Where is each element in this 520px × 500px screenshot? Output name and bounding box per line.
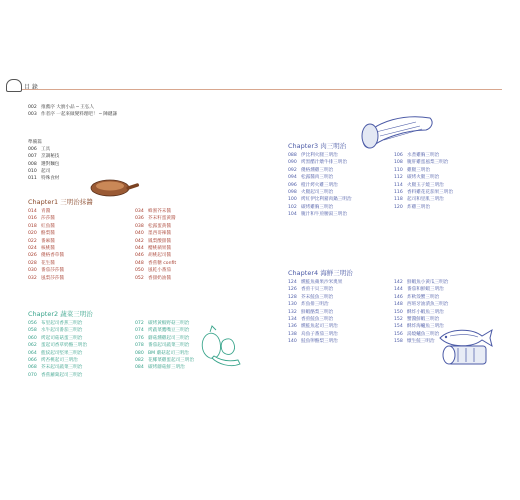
list-item[interactable]: 066 烤杏桃起司三明治 [28,357,78,363]
list-item[interactable]: 068 芥末起司蔬菜三明治 [28,365,83,371]
chapter1-title: Chapter1 三明治抹醬 [28,198,93,206]
list-item[interactable]: 048 香蕉糖 confit [135,260,177,266]
list-item[interactable]: 156 湯燒鱸魚三明治 [394,331,440,337]
list-item[interactable]: 116 香料雞花花茄果三明治 [394,189,453,195]
list-item[interactable]: 007 烹調秘技 [28,154,60,160]
list-item[interactable]: 080 BM 蘑菇起司三明治 [135,350,189,356]
list-item[interactable]: 114 火腿玉子燒三明治 [394,182,444,188]
chapter2-left-list [28,320,87,379]
list-item[interactable]: 110 雞腿三明治 [394,167,430,173]
list-item[interactable]: 096 橙汁烤火雞三明治 [288,182,338,188]
list-item[interactable]: 094 松露醬肉三明治 [288,175,334,181]
chapter1-left-list [28,208,64,282]
list-item[interactable]: 104 腌汁和牛煎腰湯三明治 [288,212,347,218]
list-item[interactable]: 062 蛋起司香草奶酪三明治 [28,343,87,349]
list-item[interactable]: 044 櫻桃蘋果醬 [135,245,171,251]
chapter3-right-list [394,152,453,211]
chapter2-right-list [135,320,194,372]
list-item[interactable]: 136 燻鮭魚起司三明治 [288,324,338,330]
list-item[interactable]: 134 香煎鮭魚三明治 [288,316,334,322]
list-item[interactable]: 020 酪梨醬 [28,231,55,237]
list-item[interactable]: 070 香蕉蘿蔔起司三明治 [28,372,83,378]
list-item[interactable]: 030 番茄莎莎醬 [28,268,64,274]
list-item[interactable]: 052 香甜奶油醬 [135,275,171,281]
list-item[interactable]: 120 炸雞三明治 [394,204,430,210]
chapter3-title: Chapter3 肉三明治 [288,142,347,150]
list-item[interactable]: 126 香煎干貝三明治 [288,287,334,293]
list-item[interactable]: 064 藍紋起司堅果三明治 [28,350,83,356]
list-item[interactable]: 034 蜂蜜芥末醬 [135,209,171,214]
chapter4-title: Chapter4 海鮮三明治 [288,269,353,277]
list-item[interactable]: 032 風梨莎莎醬 [28,275,64,281]
list-item[interactable]: 006 工具 [28,147,51,153]
list-item[interactable]: 090 烤黑醋汁燉牛排三明治 [288,160,347,166]
list-item[interactable]: 158 燉生鮭三明治 [394,339,435,345]
list-item[interactable]: 036 芥末籽蛋黃醬 [135,216,176,222]
list-item[interactable]: 058 水牛起司番茄三明治 [28,328,83,334]
list-item[interactable]: 146 炸軟殼蟹三明治 [394,294,440,300]
list-item[interactable]: 018 紅魚醬 [28,223,55,229]
fish-can-illustration [440,342,490,368]
list-item[interactable]: 040 墨西哥辣醬 [135,231,171,237]
list-item[interactable]: 026 優格香草醬 [28,253,64,259]
chef-hat-icon [6,79,22,92]
list-item[interactable]: 056 布里起司香蕉三明治 [28,321,83,326]
sausage-bread-illustration [356,108,438,154]
list-item[interactable]: 088 伊比利火腿三明治 [288,153,338,158]
list-item[interactable]: 010 起司 [28,168,51,174]
list-item[interactable]: 144 番茄和鮮蝦三明治 [394,287,444,293]
chapter1-right-list [135,208,176,282]
list-item[interactable]: 154 酥炸海鱸魚三明治 [394,324,444,330]
list-item[interactable]: 003 作者序 一起來做變料理吧！ ─ 陳鍵謙 [28,112,118,118]
list-item[interactable]: 060 烤起司菇菇蛋三明治 [28,335,83,341]
list-item[interactable]: 148 西班牙油漬魚三明治 [394,302,449,308]
list-item[interactable]: 098 火腿起司三明治 [288,189,334,195]
list-item[interactable]: 100 烤紅伊比利豬肉鍋三明治 [288,197,352,203]
list-item[interactable]: 138 烏魚子番茄三明治 [288,331,338,337]
list-item[interactable]: 016 莎莎醬 [28,216,55,222]
prep-heading: 準備篇 [28,140,42,145]
chapter4-left-list [288,279,342,346]
list-item[interactable]: 011 特殊食材 [28,175,60,181]
list-item[interactable]: 108 腌肝雞蛋風梨三明治 [394,160,449,166]
prep-list [28,139,59,182]
list-item[interactable]: 132 鮮蝦酪梨三明治 [288,309,334,315]
list-item[interactable]: 112 碳烤火腿三明治 [394,175,440,181]
list-item[interactable]: 072 碳烤黃椒野菇三明治 [135,321,190,326]
bread-board-illustration [88,176,140,198]
list-item[interactable]: 074 烤蔬菜鷹嘴豆三明治 [135,328,190,334]
list-item[interactable]: 142 鮮蝦魚小黃瓜三明治 [394,280,449,285]
list-item[interactable]: 038 松露蛋黃醬 [135,223,171,229]
front-list [28,104,117,118]
list-item[interactable]: 140 鮭魚卵酪梨三明治 [288,339,338,345]
list-item[interactable]: 118 起司和里肌三明治 [394,197,444,203]
list-item[interactable]: 008 選對麵包 [28,161,60,167]
list-item[interactable]: 084 碳烤蘑菇鮮三明治 [135,365,185,371]
list-item[interactable]: 092 優格燻雞三明治 [288,167,334,173]
list-item[interactable]: 028 花生醬 [28,260,55,266]
list-item[interactable]: 152 蟹醬鮮蝦三明治 [394,316,440,322]
vegetables-illustration [198,324,244,370]
list-item[interactable]: 078 番茄起司蔬菜三明治 [135,343,190,349]
page-title: 目 錄 [24,84,38,91]
chapter3-left-list [288,152,352,219]
list-item[interactable]: 024 核桃醬 [28,245,55,251]
chapter2-title: Chapter2 蔬菜三明治 [28,310,93,318]
list-item[interactable]: 150 酥炸小蝦魚三明治 [394,309,444,315]
list-item[interactable]: 102 碳烤雞胸三明治 [288,204,334,210]
list-item[interactable]: 046 胡桃起司醬 [135,253,171,259]
list-item[interactable]: 128 芥末鮭魚三明治 [288,294,334,300]
list-item[interactable]: 076 蘑菇燻雞起司三明治 [135,335,190,341]
list-item[interactable]: 124 燻鮭魚蘋果沙米奧果 [288,280,343,285]
list-item[interactable]: 130 炸魚排三明治 [288,302,329,308]
list-item[interactable]: 050 風乾小番茄 [135,268,171,274]
list-item[interactable]: 042 鳳梨酸甜醬 [135,238,171,244]
list-item[interactable]: 022 番麻醬 [28,238,55,244]
list-item[interactable]: 014 青醬 [28,209,51,214]
list-item[interactable]: 106 水煮雞胸三明治 [394,153,440,158]
list-item[interactable]: 082 花椰菜雞蛋起司三明治 [135,357,194,363]
list-item[interactable]: 002 推薦序 大廚小品 ─ 王弘人 [28,105,95,110]
header-divider [22,89,502,90]
